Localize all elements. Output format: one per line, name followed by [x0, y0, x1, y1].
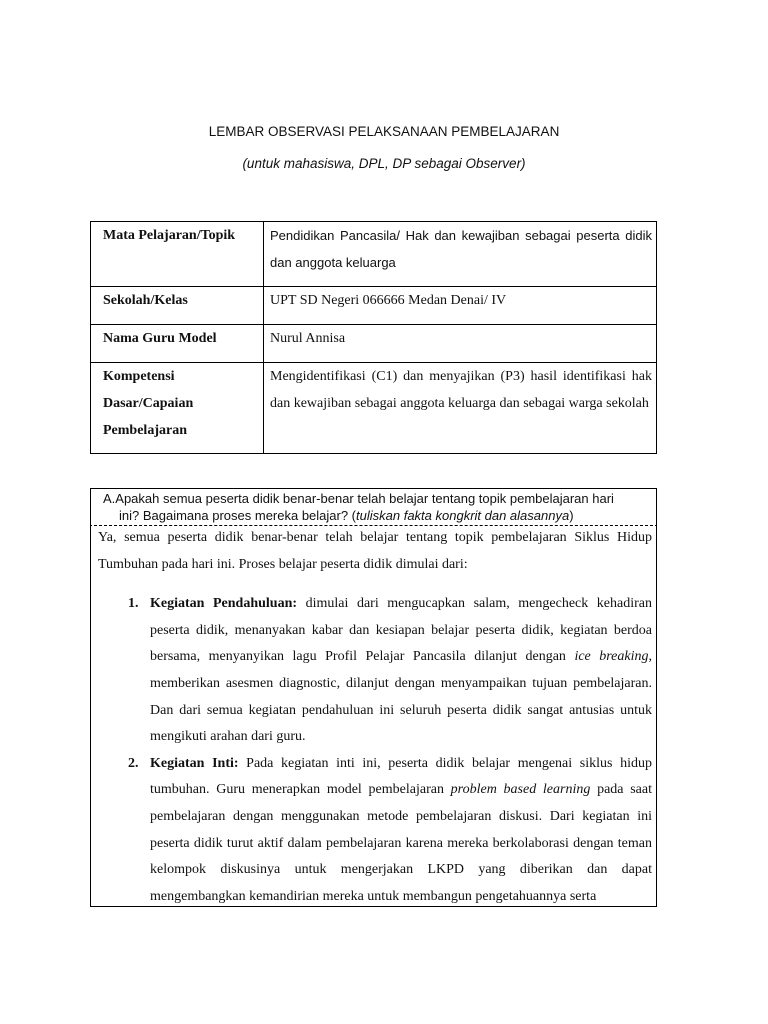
- observation-box: [90, 488, 657, 907]
- info-row-teacher: [91, 325, 657, 363]
- document-title: LEMBAR OBSERVASI PELAKSANAAN PEMBELAJARAN: [208, 124, 560, 139]
- info-label-competency: Kompetensi Dasar/Capaian Pembelajaran: [91, 363, 264, 454]
- activity-list: [98, 591, 652, 907]
- info-table: [90, 221, 657, 454]
- question-italic-note: tuliskan fakta kongkrit dan alasannya: [356, 508, 570, 523]
- observation-answer: [91, 525, 656, 907]
- answer-intro: Ya, semua peserta didik benar-benar telah belajar tentang topik pembelajaran Siklus Hidup Tumbuhan pada hari ini. Proses belajar peserta didik dimulai dari:: [98, 530, 652, 572]
- observation-question: [91, 489, 656, 526]
- activity-text: pada saat pembelajaran dengan menggunakan metode pembelajaran diskusi. Dari kegiatan ini peserta didik turut aktif dalam pembelajaran karena mereka berkolaborasi dengan teman kelompok diskusinya untuk mengerjakan LKPD yang diberikan dan dapat mengembangkan kemandirian mereka untuk membangun pengetahuannya serta: [150, 782, 652, 904]
- info-value-school: UPT SD Negeri 066666 Medan Denai/ IV: [264, 287, 657, 325]
- activity-text: Pada kegiatan inti ini, peserta didik belajar mengenai siklus hidup tumbuhan. Guru menerapkan model pembelajaran: [150, 755, 652, 798]
- activity-heading: Kegiatan Pendahuluan:: [150, 596, 298, 612]
- info-value-subject: Pendidikan Pancasila/ Hak dan kewajiban sebagai peserta didik dan anggota keluarga: [264, 222, 657, 287]
- info-row-school: [91, 287, 657, 325]
- question-text-end: ): [569, 508, 574, 523]
- activity-item-core: [142, 751, 652, 907]
- info-row-subject: [91, 222, 657, 287]
- activity-text: dimulai dari mengucapkan salam, mengecheck kehadiran peserta didik, menanyakan kabar dan kesiapan belajar peserta didik, kegiatan berdoa bersama, menyanyikan lagu Profil Pelajar Pancasila dilanjut dengan: [150, 596, 652, 665]
- question-line-2: [103, 507, 648, 524]
- question-line-1: A.Apakah semua peserta didik benar-benar telah belajar tentang topik pembelajaran hari: [103, 491, 614, 506]
- activity-italic-term: problem based learning: [450, 782, 591, 798]
- activity-heading: Kegiatan Inti:: [150, 755, 239, 771]
- info-value-teacher: Nurul Annisa: [264, 325, 657, 363]
- info-label-teacher: Nama Guru Model: [91, 325, 264, 363]
- info-label-school: Sekolah/Kelas: [91, 287, 264, 325]
- activity-item-opening: [142, 591, 652, 751]
- info-value-competency: Mengidentifikasi (C1) dan menyajikan (P3) hasil identifikasi hak dan kewajiban sebagai anggota keluarga dan sebagai warga sekolah: [264, 363, 657, 454]
- info-label-subject: Mata Pelajaran/Topik: [91, 222, 264, 287]
- question-text: ini? Bagaimana proses mereka belajar? (: [119, 508, 357, 523]
- info-row-competency: [91, 363, 657, 454]
- activity-italic-term: ice breaking: [574, 649, 649, 665]
- activity-text: , memberikan asesmen diagnostic, dilanjut dengan menyampaikan tujuan pembelajaran. Dan dari semua kegiatan pendahuluan ini seluruh peserta didik sangat antusias untuk mengikuti arahan dari guru.: [150, 649, 652, 745]
- document-subtitle: (untuk mahasiswa, DPL, DP sebagai Observer): [242, 156, 526, 171]
